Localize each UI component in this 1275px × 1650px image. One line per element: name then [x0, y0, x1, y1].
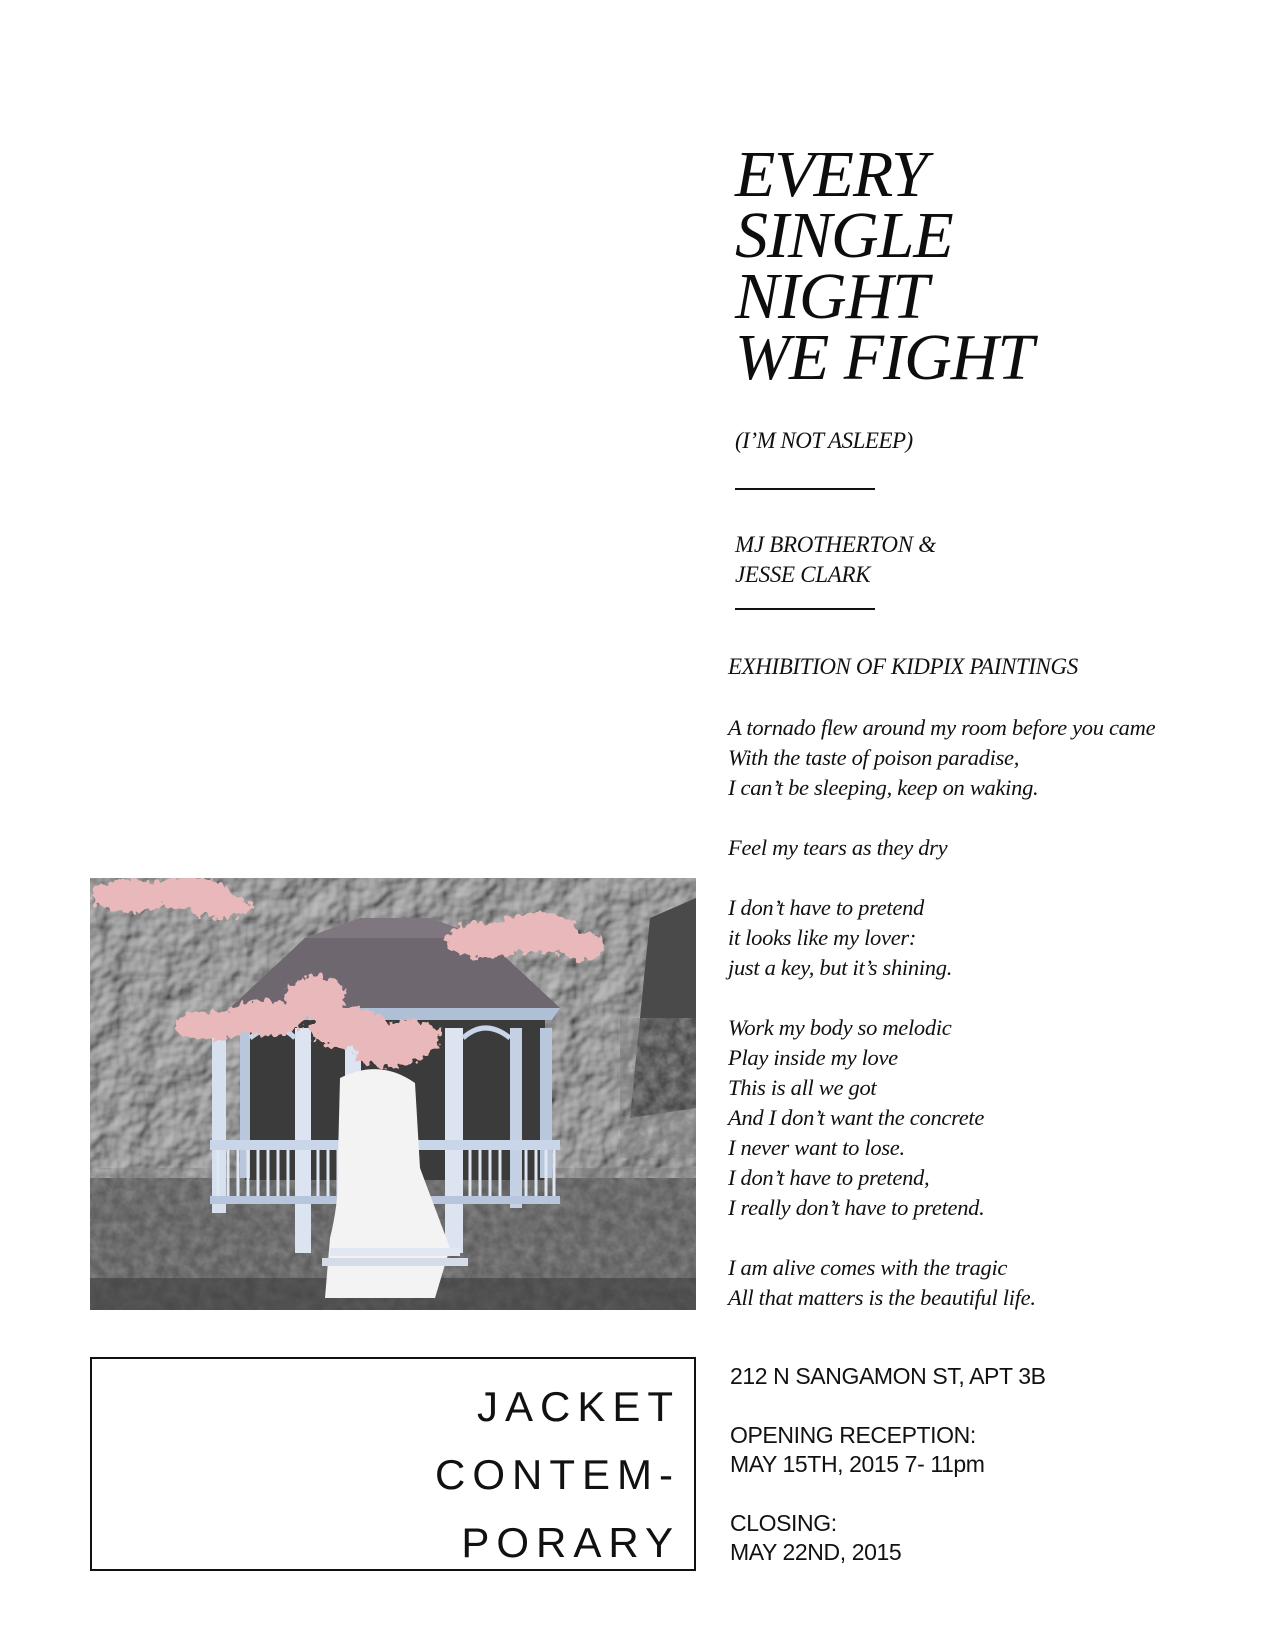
exhibition-title	[735, 138, 1034, 394]
address-block	[730, 1362, 1046, 1391]
artist-line: JESSE CLARK	[735, 562, 871, 587]
opening-date: MAY 15TH, 2015 7- 11pm	[730, 1451, 985, 1477]
poem-line: I can’t be sleeping, keep on waking.	[728, 775, 1039, 800]
poem-line: I don’t have to pretend	[728, 895, 924, 920]
poem-line: All that matters is the beautiful life.	[728, 1285, 1036, 1310]
poem-line: And I don’t want the concrete	[728, 1105, 985, 1130]
address: 212 N SANGAMON ST, APT 3B	[730, 1363, 1046, 1389]
artist-line: MJ BROTHERTON &	[735, 532, 936, 557]
divider-line	[735, 608, 875, 610]
poem-line: This is all we got	[728, 1075, 877, 1100]
poem	[728, 713, 1155, 1313]
opening-label: OPENING RECEPTION:	[730, 1422, 976, 1448]
gazebo-artwork-image	[90, 878, 696, 1310]
poem-stanza	[728, 1253, 1155, 1313]
gazebo-artwork-svg	[90, 878, 696, 1310]
title-line: EVERY	[735, 138, 927, 211]
poem-stanza	[728, 833, 1155, 863]
poem-stanza	[728, 713, 1155, 803]
poem-line: Feel my tears as they dry	[728, 835, 948, 860]
poem-line: I never want to lose.	[728, 1135, 905, 1160]
poem-line: I don’t have to pretend,	[728, 1165, 930, 1190]
closing-label: CLOSING:	[730, 1510, 837, 1536]
closing-date: MAY 22ND, 2015	[730, 1539, 902, 1565]
poem-stanza	[728, 1013, 1155, 1223]
poem-line: it looks like my lover:	[728, 925, 917, 950]
gallery-name-box	[90, 1357, 696, 1571]
poem-line: I am alive comes with the tragic	[728, 1255, 1008, 1280]
poem-line: Work my body so melodic	[728, 1015, 952, 1040]
title-line: SINGLE	[735, 199, 953, 272]
artist-names	[735, 530, 936, 590]
gallery-name	[435, 1373, 680, 1577]
title-line: NIGHT	[735, 260, 929, 333]
poem-line: Play inside my love	[728, 1045, 898, 1070]
poem-line: With the taste of poison paradise,	[728, 745, 1020, 770]
divider-line	[735, 488, 875, 490]
poem-line: just a key, but it’s shining.	[728, 955, 953, 980]
poem-line: I really don’t have to pretend.	[728, 1195, 985, 1220]
gallery-name-line: CONTEM-	[435, 1451, 680, 1498]
gallery-name-line: PORARY	[461, 1519, 680, 1566]
event-info	[730, 1362, 1046, 1567]
opening-block	[730, 1421, 1046, 1479]
exhibition-subtitle: (I’M NOT ASLEEP)	[735, 428, 913, 453]
gallery-name-line: JACKET	[476, 1383, 680, 1430]
title-line: WE FIGHT	[735, 321, 1034, 394]
exhibition-description: EXHIBITION OF KIDPIX PAINTINGS	[728, 654, 1078, 679]
poem-line: A tornado flew around my room before you came	[728, 715, 1156, 740]
closing-block	[730, 1509, 1046, 1567]
poem-stanza	[728, 893, 1155, 983]
